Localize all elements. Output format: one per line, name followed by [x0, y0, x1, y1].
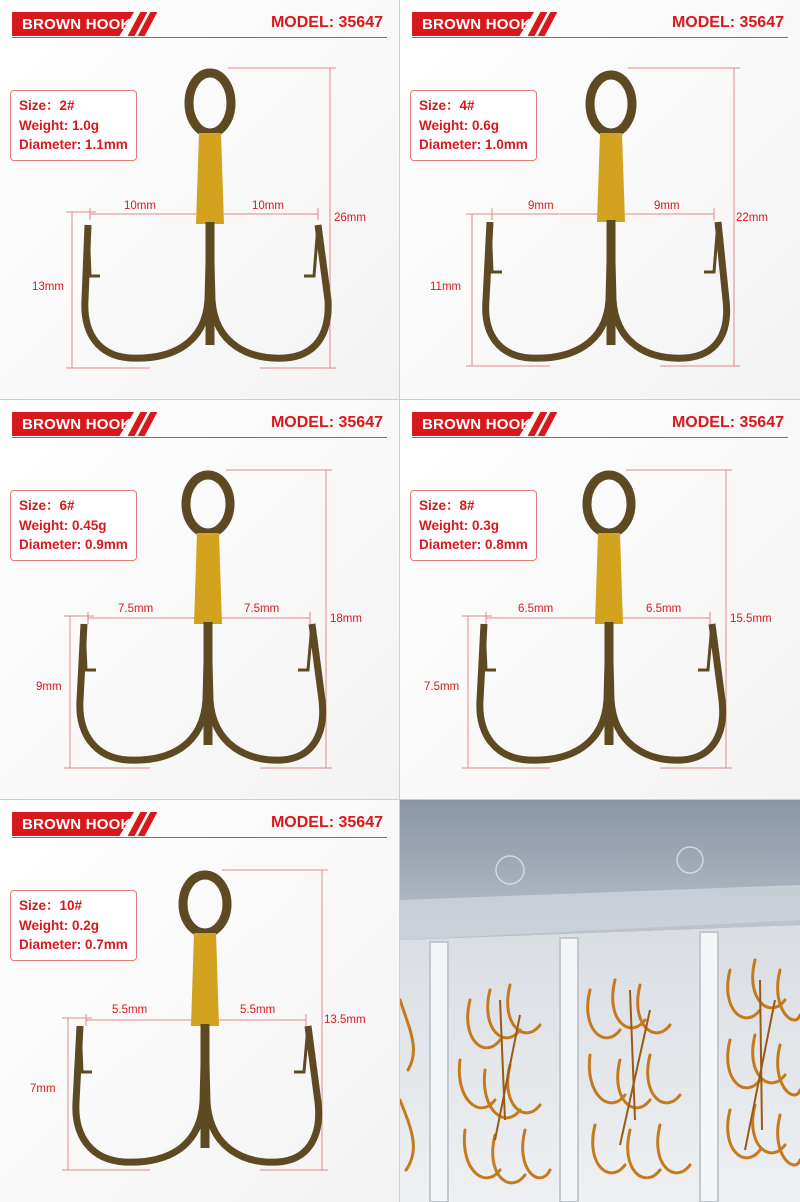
- spec-box: [410, 490, 537, 561]
- width-right-label: 5.5mm: [240, 1004, 276, 1016]
- hook-panel-size-4: [400, 0, 800, 400]
- spec-weight: Weight: 0.3g: [419, 517, 500, 533]
- treble-hook-drawing: [400, 0, 800, 400]
- gap-label: 11mm: [430, 281, 462, 293]
- spec-weight: Weight: 0.2g: [19, 917, 100, 933]
- treble-hook-drawing: [400, 400, 800, 800]
- treble-hook-drawing: [0, 400, 400, 800]
- model-number: MODEL: 35647: [671, 14, 784, 31]
- hook-panel-size-10: [0, 800, 400, 1202]
- spec-size: Size：8#: [419, 498, 475, 513]
- width-left-label: 9mm: [528, 200, 554, 212]
- brand-label: BROWN HOOK: [422, 16, 532, 33]
- width-left-label: 10mm: [124, 200, 156, 212]
- hook-panel-size-8: [400, 400, 800, 800]
- width-left-label: 7.5mm: [118, 603, 154, 615]
- gap-label: 9mm: [36, 681, 62, 693]
- model-number: MODEL: 35647: [270, 14, 383, 31]
- length-label: 26mm: [334, 212, 366, 224]
- width-right-label: 7.5mm: [244, 603, 280, 615]
- length-label: 13.5mm: [324, 1014, 366, 1026]
- gap-label: 7mm: [30, 1083, 56, 1095]
- spec-weight: Weight: 0.6g: [419, 117, 500, 133]
- spec-box: [10, 90, 137, 161]
- length-label: 22mm: [736, 212, 768, 224]
- width-right-label: 10mm: [252, 200, 284, 212]
- spec-diameter: Diameter: 0.7mm: [19, 937, 128, 952]
- gap-label: 7.5mm: [424, 681, 460, 693]
- spec-box: [410, 90, 537, 161]
- hook-panel-size-2: [0, 0, 400, 400]
- spec-weight: Weight: 1.0g: [19, 117, 100, 133]
- spec-weight: Weight: 0.45g: [19, 517, 107, 533]
- width-left-label: 5.5mm: [112, 1004, 148, 1016]
- treble-hook-drawing: [0, 0, 400, 400]
- spec-diameter: Diameter: 1.0mm: [419, 137, 528, 152]
- treble-hook-drawing: [0, 800, 400, 1202]
- brand-label: BROWN HOOK: [422, 416, 532, 433]
- tackle-box-photo: [400, 800, 800, 1202]
- width-right-label: 6.5mm: [646, 603, 682, 615]
- spec-diameter: Diameter: 0.8mm: [419, 537, 528, 552]
- spec-box: [10, 890, 137, 961]
- model-number: MODEL: 35647: [270, 814, 383, 831]
- width-right-label: 9mm: [654, 200, 680, 212]
- gap-label: 13mm: [32, 281, 64, 293]
- model-number: MODEL: 35647: [270, 414, 383, 431]
- width-left-label: 6.5mm: [518, 603, 554, 615]
- hook-panel-size-6: [0, 400, 400, 800]
- spec-size: Size：2#: [19, 98, 75, 113]
- tackle-box-illustration: [400, 800, 800, 1202]
- brand-label: BROWN HOOK: [22, 816, 132, 833]
- brand-label: BROWN HOOK: [22, 416, 132, 433]
- length-label: 18mm: [330, 613, 362, 625]
- spec-size: Size：10#: [19, 898, 83, 913]
- length-label: 15.5mm: [730, 613, 772, 625]
- model-number: MODEL: 35647: [671, 414, 784, 431]
- spec-size: Size：4#: [419, 98, 475, 113]
- brand-label: BROWN HOOK: [22, 16, 132, 33]
- spec-diameter: Diameter: 0.9mm: [19, 537, 128, 552]
- spec-box: [10, 490, 137, 561]
- spec-size: Size：6#: [19, 498, 75, 513]
- spec-diameter: Diameter: 1.1mm: [19, 137, 128, 152]
